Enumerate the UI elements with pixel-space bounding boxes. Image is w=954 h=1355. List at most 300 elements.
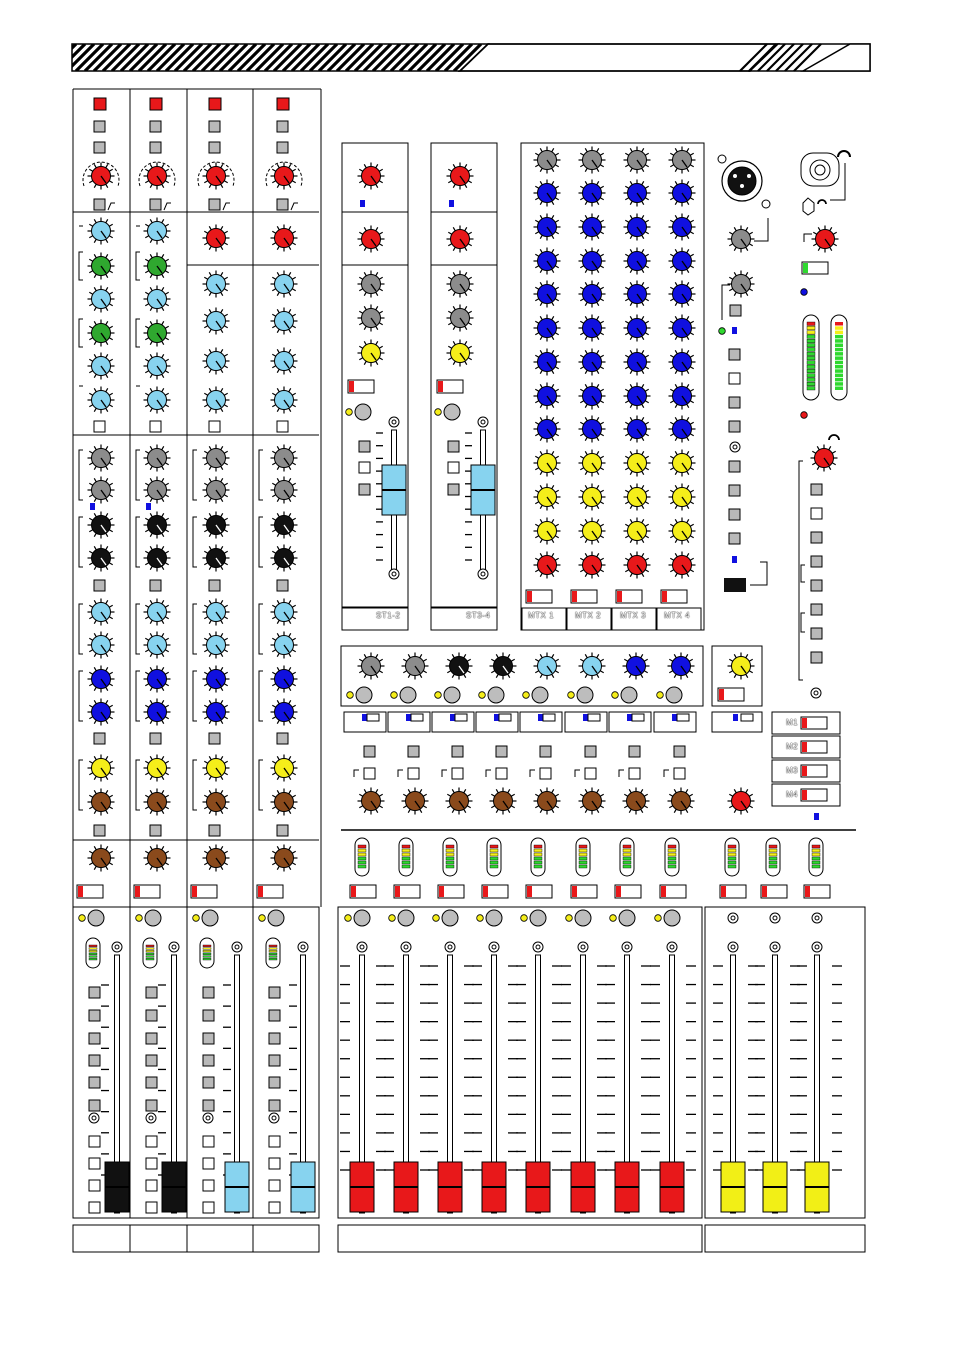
pan-knob[interactable] (271, 845, 298, 872)
hpf-switch[interactable] (94, 199, 105, 210)
group-master-knob[interactable] (534, 788, 561, 815)
blue-indicator-led (732, 327, 737, 334)
aux-send-knob[interactable] (271, 599, 298, 626)
mute-group-led (802, 766, 807, 776)
eq-knob[interactable] (271, 308, 298, 335)
routing-switch[interactable] (89, 1180, 100, 1191)
aux-send-knob[interactable] (144, 477, 171, 504)
aux-master-pfl[interactable] (577, 687, 593, 703)
aux-group-switch[interactable] (496, 768, 507, 779)
routing-switch[interactable] (89, 987, 100, 998)
routing-switch[interactable] (269, 1077, 280, 1088)
blue-indicator-led (146, 503, 151, 510)
pan-knob[interactable] (88, 845, 115, 872)
routing-switch[interactable] (203, 1158, 214, 1169)
eq-knob[interactable] (271, 348, 298, 375)
meter-segment (203, 956, 211, 958)
st1-pfl-button[interactable] (355, 404, 371, 420)
monitor-level-knob[interactable] (811, 445, 838, 472)
routing-switch[interactable] (146, 1136, 157, 1147)
aux-group-switch[interactable] (452, 746, 463, 757)
pad-switch[interactable] (150, 121, 161, 132)
phantom-switch[interactable] (94, 98, 106, 110)
peak-indicator-led (135, 886, 140, 897)
meter-segment (668, 845, 676, 848)
meter-segment (269, 948, 277, 950)
aux-switch-bracket (619, 770, 624, 777)
pre-post-switch[interactable] (94, 580, 105, 591)
aux-send-knob[interactable] (88, 699, 115, 726)
routing-switch[interactable] (89, 1202, 100, 1213)
monitor-source-switch[interactable] (811, 556, 822, 567)
group-pfl-button[interactable] (619, 910, 635, 926)
routing-switch[interactable] (89, 1136, 100, 1147)
talkback-routing-switch[interactable] (729, 349, 740, 360)
aux-group-switch[interactable] (674, 746, 685, 757)
blue-indicator-led (627, 714, 632, 721)
meter-segment (89, 956, 97, 958)
pad-switch[interactable] (209, 121, 220, 132)
aux-switch-bracket (486, 770, 491, 777)
mix-master-level-knob[interactable] (728, 788, 755, 815)
jack-center (773, 945, 777, 949)
eq-knob[interactable] (88, 286, 115, 313)
monitor-source-switch[interactable] (811, 532, 822, 543)
st1-switch[interactable] (359, 462, 370, 473)
routing-switch[interactable] (203, 1055, 214, 1066)
aux-group-switch[interactable] (364, 746, 375, 757)
st1-switch[interactable] (359, 441, 370, 452)
aux-send-knob[interactable] (203, 666, 230, 693)
routing-switch[interactable] (146, 1077, 157, 1088)
phones-level-knob[interactable] (812, 226, 839, 253)
aux-master-pfl[interactable] (666, 687, 682, 703)
aux-group-switch[interactable] (540, 768, 551, 779)
routing-switch[interactable] (89, 1033, 100, 1044)
pre-post-switch[interactable] (209, 825, 220, 836)
pad-switch[interactable] (94, 121, 105, 132)
blue-indicator-led (362, 714, 367, 721)
aux-master-pfl[interactable] (532, 687, 548, 703)
aux-send-knob[interactable] (271, 699, 298, 726)
peak-indicator-led (719, 689, 724, 700)
jack-center (235, 945, 239, 949)
mtx2-label: MTX 2 (575, 611, 602, 620)
channel-pfl-button[interactable] (88, 910, 104, 926)
aux-send-knob[interactable] (144, 545, 171, 572)
talkback-level-knob[interactable] (728, 226, 755, 253)
aux-send-knob[interactable] (203, 545, 230, 572)
routing-switch[interactable] (146, 1202, 157, 1213)
pfl-led (657, 692, 664, 699)
jack-center (481, 572, 485, 576)
talkback-routing-switch[interactable] (729, 421, 740, 432)
aux-send-knob[interactable] (271, 445, 298, 472)
aux-bracket (79, 450, 83, 500)
pfl-led (347, 692, 354, 699)
routing-switch[interactable] (269, 1202, 280, 1213)
routing-switch[interactable] (269, 1136, 280, 1147)
eq-knob[interactable] (88, 387, 115, 414)
pfl-led (566, 915, 573, 922)
routing-switch[interactable] (269, 1158, 280, 1169)
aux-send-knob[interactable] (271, 477, 298, 504)
aux-master-pfl[interactable] (400, 687, 416, 703)
group-master-knob[interactable] (623, 788, 650, 815)
pfl-led (136, 915, 143, 922)
meter-segment (490, 857, 498, 860)
jack-center (815, 916, 819, 920)
pre-post-switch[interactable] (150, 580, 161, 591)
aux-master-pfl[interactable] (621, 687, 637, 703)
eq-knob[interactable] (144, 353, 171, 380)
aux-send-knob[interactable] (88, 632, 115, 659)
eq-knob[interactable] (144, 253, 171, 280)
meter-segment (358, 865, 366, 868)
routing-switch[interactable] (146, 1180, 157, 1191)
eq-knob[interactable] (88, 353, 115, 380)
pre-post-switch[interactable] (94, 825, 105, 836)
routing-switch[interactable] (203, 1033, 214, 1044)
routing-switch[interactable] (146, 1033, 157, 1044)
pre-post-switch[interactable] (150, 733, 161, 744)
aux-send-knob[interactable] (144, 755, 171, 782)
monitor-source-switch[interactable] (811, 604, 822, 615)
aux-group-switch[interactable] (629, 746, 640, 757)
pfl-led (610, 915, 617, 922)
routing-switch[interactable] (203, 1180, 214, 1191)
eq-in-switch[interactable] (94, 421, 105, 432)
aux-send-knob[interactable] (203, 632, 230, 659)
aux-group-switch[interactable] (674, 768, 685, 779)
pre-post-switch[interactable] (277, 580, 288, 591)
meter-segment (446, 845, 454, 848)
routing-switch[interactable] (269, 1180, 280, 1191)
eq-in-switch[interactable] (209, 421, 220, 432)
aux-send-knob[interactable] (203, 512, 230, 539)
aux-send-knob[interactable] (271, 789, 298, 816)
meter-segment (769, 845, 777, 848)
pre-post-switch[interactable] (209, 580, 220, 591)
eq-knob[interactable] (203, 387, 230, 414)
st1-2-label: ST1-2 (376, 611, 401, 620)
aux-group-switch[interactable] (585, 746, 596, 757)
meter-segment (490, 845, 498, 848)
group-pfl-button[interactable] (442, 910, 458, 926)
routing-switch[interactable] (89, 1158, 100, 1169)
group-master-knob[interactable] (490, 788, 517, 815)
eq-knob[interactable] (203, 308, 230, 335)
xlr-pin (740, 184, 744, 188)
group-pfl-button[interactable] (664, 910, 680, 926)
aux-group-switch[interactable] (408, 768, 419, 779)
osc-routing-switch[interactable] (729, 509, 740, 520)
pfl-led (523, 692, 530, 699)
aux-send-knob[interactable] (271, 512, 298, 539)
meter-segment (812, 849, 820, 852)
aux-send-knob[interactable] (88, 789, 115, 816)
aux-send-knob[interactable] (88, 477, 115, 504)
blue-indicator-led (538, 714, 543, 721)
peak-indicator-led (527, 591, 532, 602)
aux-send-knob[interactable] (88, 445, 115, 472)
routing-switch[interactable] (203, 987, 214, 998)
eq-knob[interactable] (144, 320, 171, 347)
routing-switch[interactable] (89, 1100, 100, 1111)
routing-switch[interactable] (146, 987, 157, 998)
aux-send-knob[interactable] (144, 445, 171, 472)
headphone-icon-small (818, 200, 826, 204)
meter-segment (623, 861, 631, 864)
routing-switch[interactable] (269, 1055, 280, 1066)
meter-segment (579, 845, 587, 848)
master-meter-segment (835, 339, 843, 343)
routing-switch[interactable] (269, 1033, 280, 1044)
aux-group-switch[interactable] (408, 746, 419, 757)
routing-switch[interactable] (203, 1202, 214, 1213)
st2-module-frame (431, 143, 497, 607)
pan-knob[interactable] (144, 845, 171, 872)
meter-segment (579, 853, 587, 856)
aux-send-knob[interactable] (144, 512, 171, 539)
eq-knob[interactable] (88, 253, 115, 280)
group-pfl-button[interactable] (530, 910, 546, 926)
osc-on-switch[interactable] (724, 578, 746, 592)
blue-indicator-led (814, 813, 819, 820)
st2-pfl-button[interactable] (444, 404, 460, 420)
group-pfl-button[interactable] (398, 910, 414, 926)
phase-switch[interactable] (94, 142, 105, 153)
eq-knob[interactable] (203, 271, 230, 298)
osc-bracket (722, 285, 730, 320)
osc-routing-switch[interactable] (729, 533, 740, 544)
aux-send-knob[interactable] (144, 789, 171, 816)
eq-knob[interactable] (144, 218, 171, 245)
aux-bracket (136, 517, 140, 567)
eq-knob[interactable] (88, 218, 115, 245)
routing-switch[interactable] (203, 1100, 214, 1111)
routing-switch[interactable] (269, 1010, 280, 1021)
aux-master-pfl[interactable] (488, 687, 504, 703)
hpf-switch[interactable] (150, 199, 161, 210)
routing-switch[interactable] (89, 1077, 100, 1088)
pre-post-switch[interactable] (277, 825, 288, 836)
group-master-knob[interactable] (579, 788, 606, 815)
xlr-latch (762, 200, 770, 208)
aux-send-knob[interactable] (203, 755, 230, 782)
hpf-switch[interactable] (277, 199, 288, 210)
aux-group-switch[interactable] (364, 768, 375, 779)
aux-bracket (193, 604, 197, 654)
routing-switch[interactable] (203, 1136, 214, 1147)
aux-group-switch[interactable] (496, 746, 507, 757)
talkback-routing-switch[interactable] (729, 373, 740, 384)
aux-send-knob[interactable] (88, 545, 115, 572)
eq-knob[interactable] (203, 348, 230, 375)
aux-group-switch[interactable] (629, 768, 640, 779)
pre-post-switch[interactable] (209, 733, 220, 744)
group-master-knob[interactable] (358, 788, 385, 815)
phase-switch[interactable] (277, 142, 288, 153)
st2-switch[interactable] (448, 484, 459, 495)
jack-center (815, 945, 819, 949)
aux-send-knob[interactable] (144, 632, 171, 659)
meter-segment (534, 853, 542, 856)
aux-group-switch[interactable] (585, 768, 596, 779)
phase-switch[interactable] (150, 142, 161, 153)
eq-knob[interactable] (144, 286, 171, 313)
talkback-switch[interactable] (730, 305, 741, 316)
aux-send-knob[interactable] (144, 599, 171, 626)
routing-switch[interactable] (269, 1100, 280, 1111)
monitor-source-switch[interactable] (811, 628, 822, 639)
aux-send-knob[interactable] (144, 666, 171, 693)
aux-send-knob[interactable] (144, 699, 171, 726)
eq-knob[interactable] (271, 387, 298, 414)
aux-send-knob[interactable] (203, 599, 230, 626)
blue-indicator-led (732, 556, 737, 563)
eq-in-switch[interactable] (277, 421, 288, 432)
osc-routing-switch[interactable] (729, 485, 740, 496)
eq-knob[interactable] (271, 271, 298, 298)
meter-segment (146, 953, 154, 955)
aux-send-knob[interactable] (88, 599, 115, 626)
aux-send-knob[interactable] (88, 755, 115, 782)
meter-segment (769, 865, 777, 868)
osc-routing-switch[interactable] (729, 461, 740, 472)
jack-center (172, 945, 176, 949)
aux-master-indicator (455, 714, 467, 721)
jack-center (492, 945, 496, 949)
aux-send-knob[interactable] (271, 666, 298, 693)
group-pfl-button[interactable] (486, 910, 502, 926)
aux-send-knob[interactable] (88, 512, 115, 539)
meter-segment (490, 865, 498, 868)
master-meter-segment (835, 344, 843, 348)
aux-bracket (136, 604, 140, 654)
aux-switch-bracket (398, 770, 403, 777)
meter-segment (534, 861, 542, 864)
st1-switch[interactable] (359, 484, 370, 495)
headphone-jack-inner (815, 165, 825, 175)
pre-post-switch[interactable] (94, 733, 105, 744)
blue-indicator-led (583, 714, 588, 721)
routing-switch[interactable] (269, 987, 280, 998)
channel-pfl-button[interactable] (268, 910, 284, 926)
meter-segment (146, 958, 154, 960)
monitor-source-switch[interactable] (811, 508, 822, 519)
monitor-source-switch[interactable] (811, 652, 822, 663)
peak-indicator-led (617, 591, 622, 602)
peak-indicator-led (349, 381, 354, 392)
aux-send-knob[interactable] (203, 477, 230, 504)
aux-send-knob[interactable] (271, 755, 298, 782)
meter-segment (146, 956, 154, 958)
meter-segment (203, 950, 211, 952)
meter-segment (446, 853, 454, 856)
gain-knob[interactable] (271, 163, 298, 190)
phantom-switch[interactable] (277, 98, 289, 110)
channel-pfl-button[interactable] (202, 910, 218, 926)
aux-master-pfl[interactable] (356, 687, 372, 703)
eq-in-switch[interactable] (150, 421, 161, 432)
gain-trim-knob[interactable] (203, 225, 230, 252)
pad-switch[interactable] (277, 121, 288, 132)
aux-send-knob[interactable] (271, 545, 298, 572)
jack-center (670, 945, 674, 949)
monitor-source-switch[interactable] (811, 484, 822, 495)
aux-send-knob[interactable] (203, 445, 230, 472)
st2-switch[interactable] (448, 462, 459, 473)
pan-knob[interactable] (203, 845, 230, 872)
gain-trim-knob[interactable] (271, 225, 298, 252)
hpf-switch[interactable] (209, 199, 220, 210)
oscillator-level-knob[interactable] (728, 271, 755, 298)
group-master-knob[interactable] (668, 788, 695, 815)
gain-knob[interactable] (203, 163, 230, 190)
aux-master-indicator (367, 714, 379, 721)
routing-switch[interactable] (146, 1158, 157, 1169)
meter-segment (728, 845, 736, 848)
monitor-sub-bracket (801, 565, 805, 582)
meter-segment (769, 861, 777, 864)
phase-switch[interactable] (209, 142, 220, 153)
meter-segment (579, 865, 587, 868)
group-pfl-button[interactable] (575, 910, 591, 926)
group-master-knob[interactable] (402, 788, 429, 815)
aux-send-knob[interactable] (203, 789, 230, 816)
group-fader-frame (338, 907, 702, 1218)
group-master-knob[interactable] (446, 788, 473, 815)
routing-switch[interactable] (146, 1055, 157, 1066)
routing-switch[interactable] (203, 1077, 214, 1088)
routing-switch[interactable] (146, 1100, 157, 1111)
channel-label-box (253, 1225, 319, 1252)
aux-send-knob[interactable] (271, 632, 298, 659)
meter-segment (358, 857, 366, 860)
monitor-source-switch[interactable] (811, 580, 822, 591)
routing-switch[interactable] (89, 1055, 100, 1066)
st2-switch[interactable] (448, 441, 459, 452)
aux-send-knob[interactable] (88, 666, 115, 693)
phantom-switch[interactable] (150, 98, 162, 110)
routing-switch[interactable] (89, 1010, 100, 1021)
eq-knob[interactable] (88, 320, 115, 347)
pre-post-switch[interactable] (277, 733, 288, 744)
aux-group-switch[interactable] (540, 746, 551, 757)
aux-master-pfl[interactable] (444, 687, 460, 703)
phantom-switch[interactable] (209, 98, 221, 110)
meter-segment (623, 865, 631, 868)
gain-knob[interactable] (144, 163, 171, 190)
peak-indicator-led (351, 886, 356, 897)
gain-knob[interactable] (88, 163, 115, 190)
jack-center (392, 420, 396, 424)
eq-knob[interactable] (144, 387, 171, 414)
xlr-pin (733, 174, 737, 178)
meter-segment (358, 849, 366, 852)
routing-switch[interactable] (146, 1010, 157, 1021)
peak-indicator-led (572, 886, 577, 897)
meter-segment (668, 849, 676, 852)
channel-pfl-button[interactable] (145, 910, 161, 926)
group-pfl-button[interactable] (354, 910, 370, 926)
routing-switch[interactable] (203, 1010, 214, 1021)
pre-post-switch[interactable] (150, 825, 161, 836)
aux-send-knob[interactable] (203, 699, 230, 726)
aux-group-switch[interactable] (452, 768, 463, 779)
talkback-routing-switch[interactable] (729, 397, 740, 408)
